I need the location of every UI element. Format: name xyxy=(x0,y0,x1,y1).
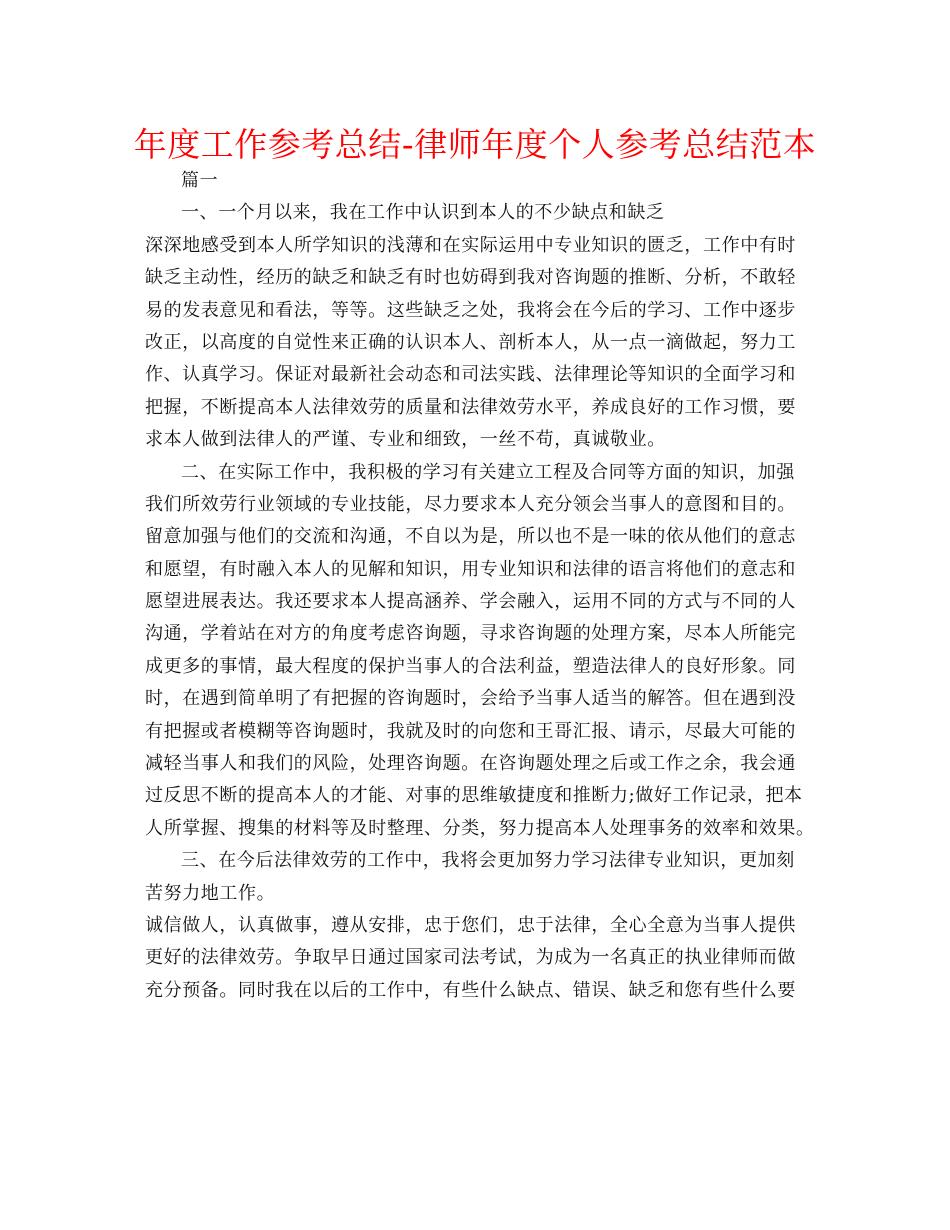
paragraph-line: 更好的法律效劳。争取早日通过国家司法考试，为成为一名真正的执业律师而做 xyxy=(145,947,796,969)
paragraph-line: 二、在实际工作中，我积极的学习有关建立工程及合同等方面的知识，加强 xyxy=(181,461,795,483)
paragraph-line: 深深地感受到本人所学知识的浅薄和在实际运用中专业知识的匮乏，工作中有时 xyxy=(145,234,796,256)
paragraph-line: 沟通，学着站在对方的角度考虑咨询题，寻求咨询题的处理方案，尽本人所能完 xyxy=(145,623,796,645)
paragraph-line: 缺乏主动性，经历的缺乏和缺乏有时也妨碍到我对咨询题的推断、分析，不敢轻 xyxy=(145,267,796,289)
paragraph-line: 作、认真学习。保证对最新社会动态和司法实践、法律理论等知识的全面学习和 xyxy=(145,364,796,386)
paragraph-line: 易的发表意见和看法，等等。这些缺乏之处，我将会在今后的学习、工作中逐步 xyxy=(145,299,796,321)
paragraph-line: 苦努力地工作。 xyxy=(145,882,276,904)
paragraph-line: 时，在遇到简单明了有把握的咨询题时，会给予当事人适当的解答。但在遇到没 xyxy=(145,688,796,710)
paragraph-line: 和愿望，有时融入本人的见解和知识，用专业知识和法律的语言将他们的意志和 xyxy=(145,558,796,580)
paragraph-line: 一、一个月以来，我在工作中认识到本人的不少缺点和缺乏 xyxy=(181,202,665,224)
paragraph-line: 成更多的事情，最大程度的保护当事人的合法利益，塑造法律人的良好形象。同 xyxy=(145,655,796,677)
paragraph-line: 充分预备。同时我在以后的工作中，有些什么缺点、错误、缺乏和您有些什么要 xyxy=(145,979,796,1001)
paragraph-line: 我们所效劳行业领域的专业技能，尽力要求本人充分领会当事人的意图和目的。 xyxy=(145,493,796,515)
paragraph-line: 改正，以高度的自觉性来正确的认识本人、剖析本人，从一点一滴做起，努力工 xyxy=(145,331,796,353)
paragraph-line: 诚信做人，认真做事，遵从安排，忠于您们，忠于法律，全心全意为当事人提供 xyxy=(145,914,796,936)
paragraph-line: 求本人做到法律人的严谨、专业和细致，一丝不苟，真诚敬业。 xyxy=(145,429,666,451)
section-label: 篇一 xyxy=(181,170,219,191)
paragraph-line: 把握，不断提高本人法律效劳的质量和法律效劳水平，养成良好的工作习惯，要 xyxy=(145,396,796,418)
paragraph-line: 人所掌握、搜集的材料等及时整理、分类，努力提高本人处理事务的效率和效果。 xyxy=(145,817,815,839)
document-body xyxy=(145,165,815,1007)
paragraph-line: 愿望进展表达。我还要求本人提高涵养、学会融入，运用不同的方式与不同的人 xyxy=(145,591,796,613)
paragraph-line: 减轻当事人和我们的风险，处理咨询题。在咨询题处理之后或工作之余，我会通 xyxy=(145,753,796,775)
document-title: 年度工作参考总结-律师年度个人参考总结范本 xyxy=(133,125,817,164)
paragraph-line: 三、在今后法律效劳的工作中，我将会更加努力学习法律专业知识，更加刻 xyxy=(181,850,795,872)
paragraph-line: 过反思不断的提高本人的才能、对事的思维敏捷度和推断力;做好工作记录，把本 xyxy=(145,785,803,807)
paragraph-line: 有把握或者模糊等咨询题时，我就及时的向您和王哥汇报、请示，尽最大可能的 xyxy=(145,720,796,742)
paragraph-line: 留意加强与他们的交流和沟通，不自以为是，所以也不是一味的依从他们的意志 xyxy=(145,526,796,548)
